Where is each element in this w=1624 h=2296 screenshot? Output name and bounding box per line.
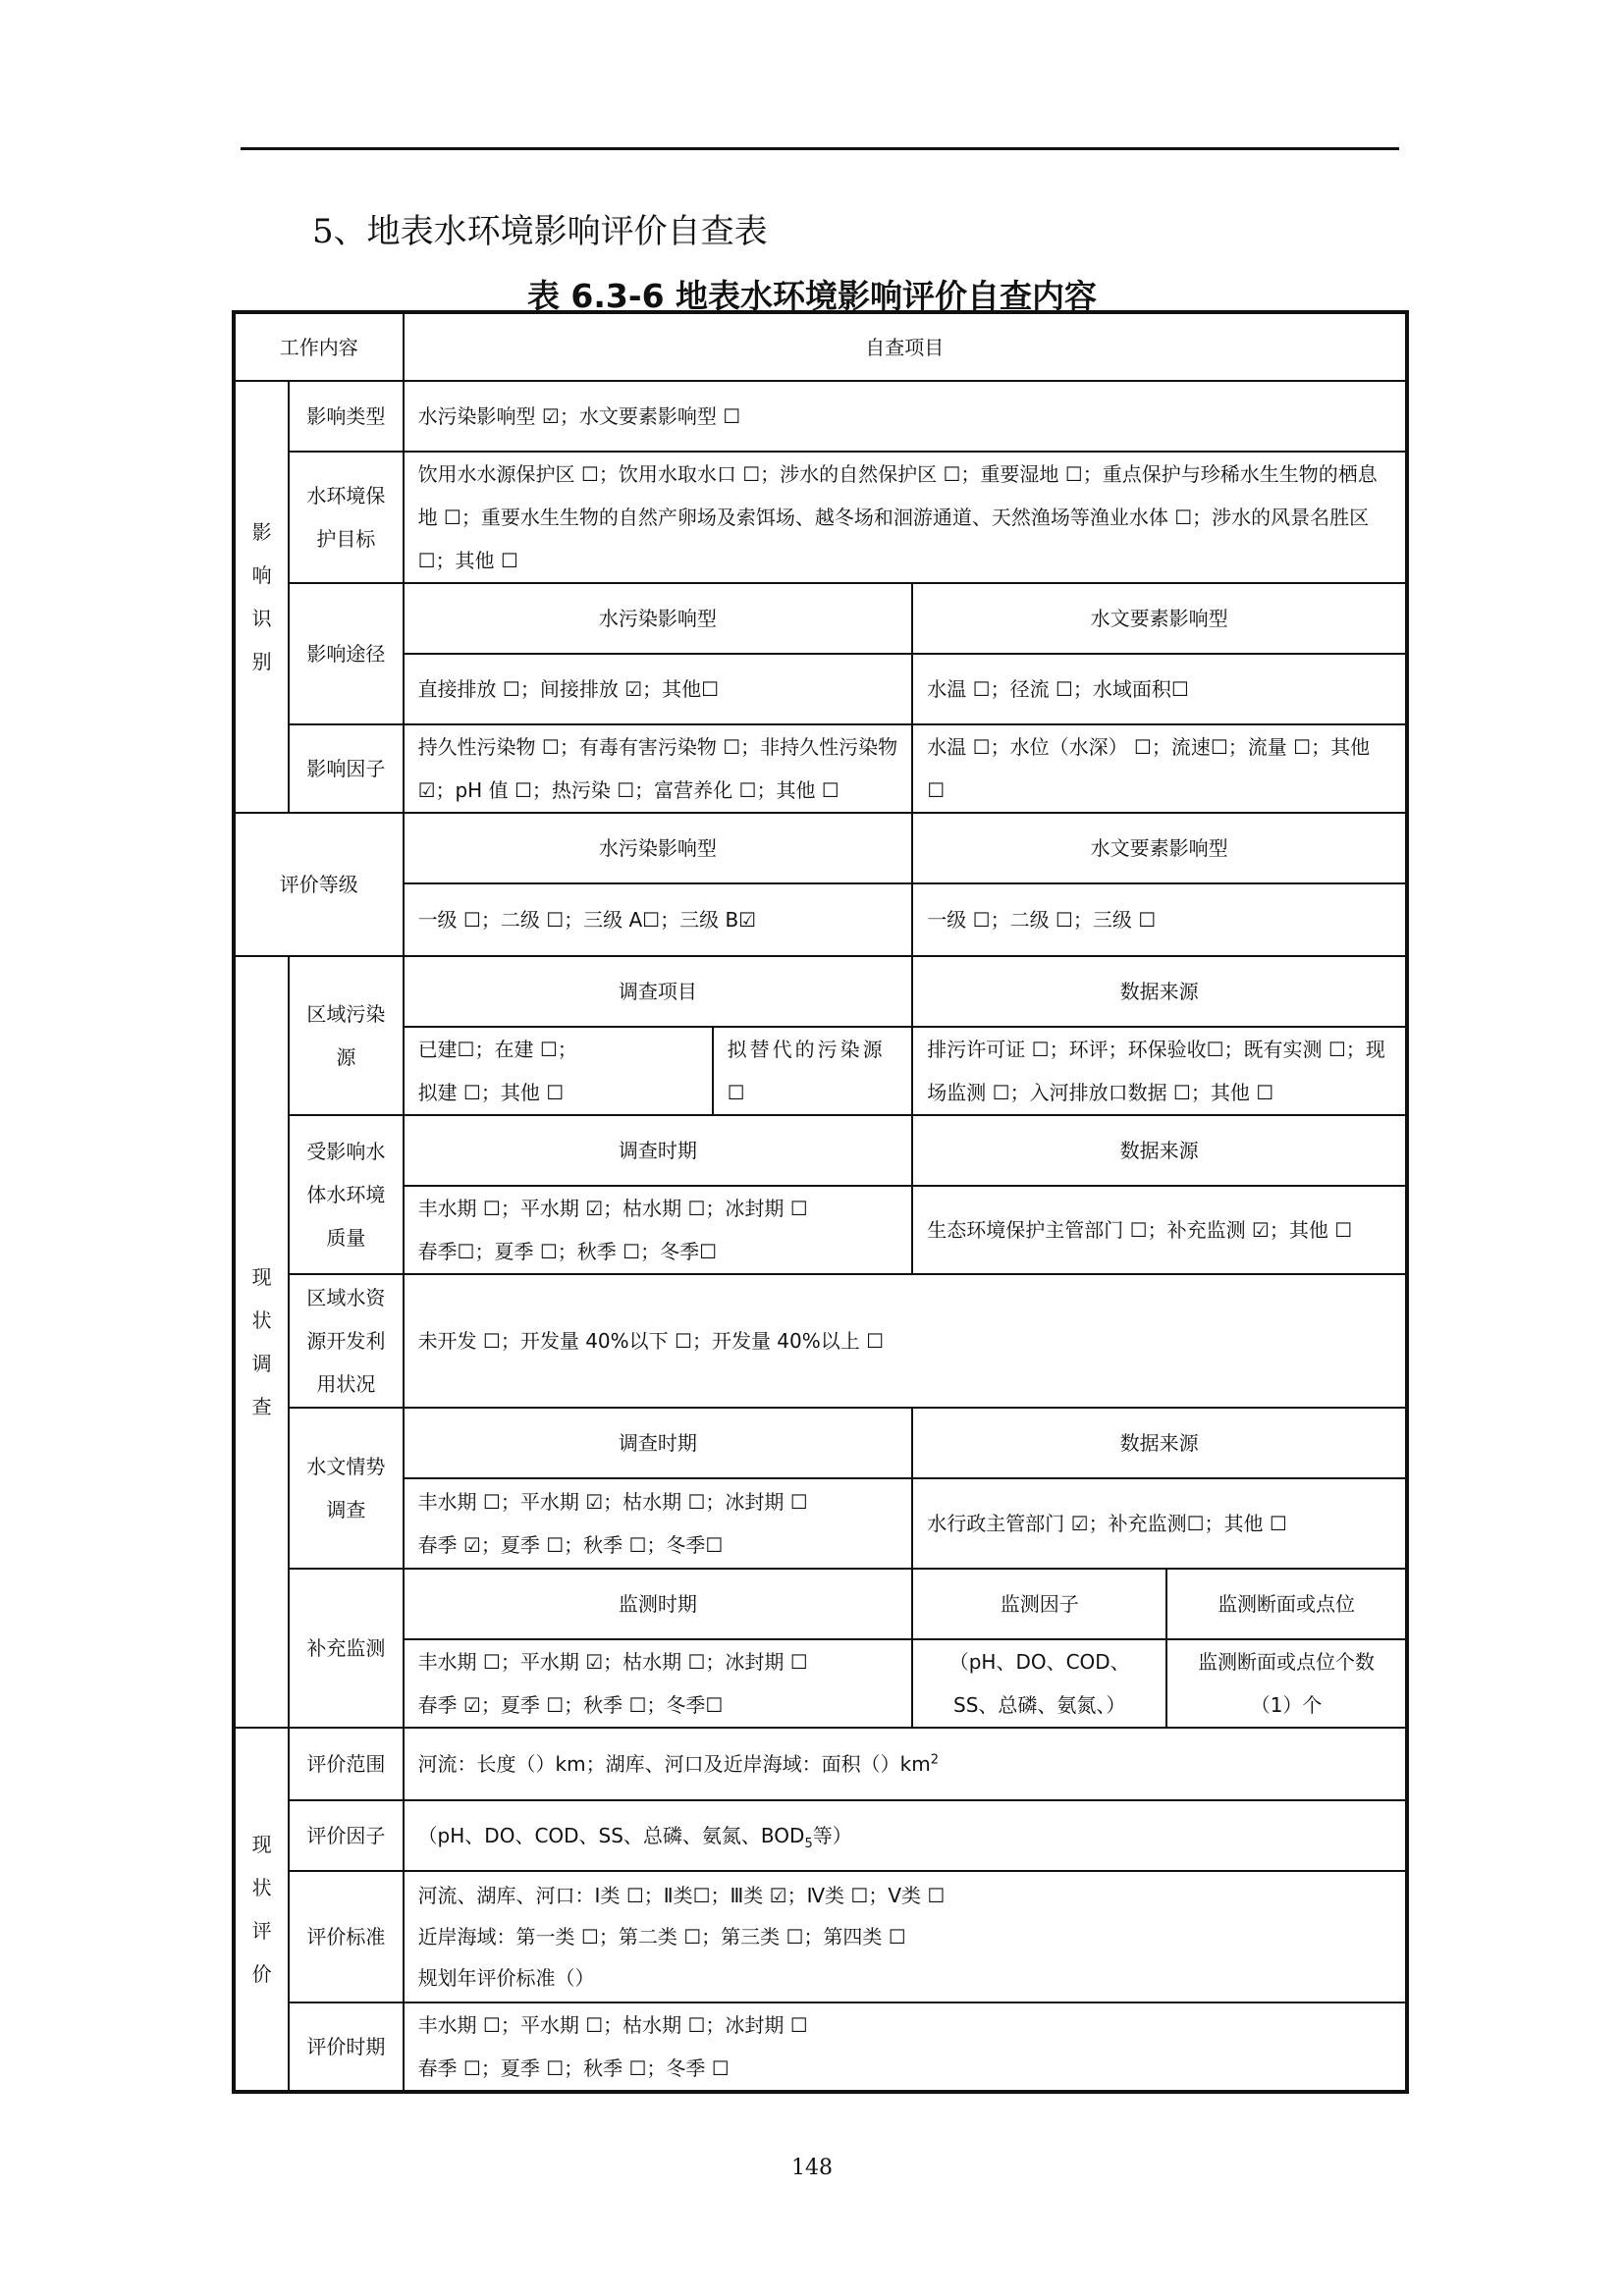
value-grade-hydrology: 一级 ☐；二级 ☐；三级 ☐: [912, 883, 1407, 956]
value-water-resource-development: 未开发 ☐；开发量 40%以下 ☐；开发量 40%以上 ☐: [404, 1274, 1407, 1408]
value-hydro-survey-period: 丰水期 ☐；平水期 ☑；枯水期 ☐；冰封期 ☐ 春季 ☑；夏季 ☐；秋季 ☐；冬季☐: [404, 1478, 913, 1569]
table-row: [234, 583, 1407, 654]
table-row: [234, 813, 1407, 883]
table-row: [234, 883, 1407, 956]
label-supplementary-monitoring: 补充监测: [289, 1569, 403, 1728]
table-row: [234, 1728, 1407, 1800]
header-work-content: 工作内容: [234, 312, 404, 381]
label-evaluation-scope: 评价范围: [289, 1728, 403, 1800]
label-evaluation-factor: 评价因子: [289, 1800, 403, 1871]
monitor-col-period: 监测时期: [404, 1569, 913, 1639]
value-impact-type: 水污染影响型 ☑；水文要素影响型 ☐: [404, 381, 1407, 452]
label-evaluation-grade: 评价等级: [234, 813, 404, 956]
category-current-evaluation: 现 状 评 价: [234, 1728, 289, 2092]
table-row: [234, 1871, 1407, 2002]
regional-col-data-source: 数据来源: [912, 956, 1407, 1027]
path-col-hydrology: 水文要素影响型: [912, 583, 1407, 654]
value-monitor-section: 监测断面或点位个数 （1）个: [1166, 1639, 1407, 1728]
label-impact-factor: 影响因子: [289, 724, 403, 813]
table-row: [234, 1478, 1407, 1569]
value-regional-replace-source: 拟替代的污染源 ☐: [713, 1027, 913, 1115]
table-row: [234, 1115, 1407, 1186]
table-row: [234, 452, 1407, 583]
value-evaluation-factor: [404, 1800, 1407, 1871]
standard-line-1: 河流、湖库、河口：Ⅰ类 ☐；Ⅱ类☐；Ⅲ类 ☑；Ⅳ类 ☐；Ⅴ类 ☐: [417, 1884, 946, 1907]
label-water-protection-target: 水环境保 护目标: [289, 452, 403, 583]
value-quality-survey-period: 丰水期 ☐；平水期 ☑；枯水期 ☐；冰封期 ☐ 春季☐；夏季 ☐；秋季 ☐；冬季☐: [404, 1186, 913, 1274]
label-evaluation-period: 评价时期: [289, 2002, 403, 2092]
value-factor-water-pollution: 持久性污染物 ☐；有毒有害污染物 ☐；非持久性污染物 ☑；pH 值 ☐；热污染 ☐；富营养化 ☐；其他 ☐: [404, 724, 913, 813]
grade-col-hydrology: 水文要素影响型: [912, 813, 1407, 883]
table-row: [234, 1800, 1407, 1871]
value-grade-water-pollution: 一级 ☐；二级 ☐；三级 A☐；三级 B☑: [404, 883, 913, 956]
table-row: [234, 381, 1407, 452]
page-number: 148: [791, 2156, 833, 2180]
label-water-resource-development: 区域水资 源开发利 用状况: [289, 1274, 403, 1408]
table-row: [234, 956, 1407, 1027]
value-quality-data-source: 生态环境保护主管部门 ☐；补充监测 ☑；其他 ☐: [912, 1186, 1407, 1274]
value-factor-hydrology: 水温 ☐；水位（水深） ☐；流速☐；流量 ☐；其他 ☐: [912, 724, 1407, 813]
scope-superscript: 2: [930, 1752, 939, 1768]
table-header-row: [234, 312, 1407, 381]
section-title: 5、地表水环境影响评价自查表: [312, 212, 768, 251]
hydro-col-survey-period: 调查时期: [404, 1408, 913, 1478]
table-row: [234, 1569, 1407, 1639]
value-regional-data-source: 排污许可证 ☐；环评；环保验收☐；既有实测 ☐；现场监测 ☐；入河排放口数据 ☐；其他 ☐: [912, 1027, 1407, 1115]
label-impact-path: 影响途径: [289, 583, 403, 724]
factor-text: （pH、DO、COD、SS、总磷、氨氮、BOD: [417, 1824, 805, 1847]
category-impact-identification: 影 响 识 别: [234, 381, 289, 813]
table-row: [234, 654, 1407, 724]
label-water-quality: 受影响水 体水环境 质量: [289, 1115, 403, 1274]
standard-line-3: 规划年评价标准（）: [417, 1966, 595, 1990]
value-water-protection-target: 饮用水水源保护区 ☐；饮用水取水口 ☐；涉水的自然保护区 ☐；重要湿地 ☐；重点保护与珍稀水生生物的栖息地 ☐；重要水生生物的自然产卵场及索饵场、越冬场和洄游通道、天然渔场等渔业水体 ☐；涉水的风景名胜区 ☐；其他 ☐: [404, 452, 1407, 583]
monitor-col-factor: 监测因子: [912, 1569, 1166, 1639]
value-evaluation-period: 丰水期 ☐；平水期 ☐；枯水期 ☐；冰封期 ☐ 春季 ☐；夏季 ☐；秋季 ☐；冬季 ☐: [404, 2002, 1407, 2092]
path-col-water-pollution: 水污染影响型: [404, 583, 913, 654]
table-row: [234, 1639, 1407, 1728]
regional-col-survey-items: 调查项目: [404, 956, 913, 1027]
value-monitor-factor: （pH、DO、COD、SS、总磷、氨氮、）: [912, 1639, 1166, 1728]
value-path-hydrology: 水温 ☐；径流 ☐；水域面积☐: [912, 654, 1407, 724]
table-row: [234, 2002, 1407, 2092]
table-row: [234, 724, 1407, 813]
standard-line-2: 近岸海域：第一类 ☐；第二类 ☐；第三类 ☐；第四类 ☐: [417, 1925, 906, 1949]
label-hydrology-survey: 水文情势 调查: [289, 1408, 403, 1569]
value-regional-survey-items: 已建☐；在建 ☐； 拟建 ☐；其他 ☐: [404, 1027, 713, 1115]
factor-tail: 等）: [812, 1824, 852, 1847]
category-current-survey: 现 状 调 查: [234, 956, 289, 1728]
value-path-water-pollution: 直接排放 ☐；间接排放 ☑；其他☐: [404, 654, 913, 724]
value-evaluation-standard: [404, 1871, 1407, 2002]
table-row: [234, 1274, 1407, 1408]
table-row: [234, 1027, 1407, 1115]
table-caption: 表 6.3-6 地表水环境影响评价自查内容: [526, 277, 1098, 315]
label-impact-type: 影响类型: [289, 381, 403, 452]
factor-subscript: 5: [804, 1837, 813, 1851]
value-evaluation-scope: [404, 1728, 1407, 1800]
grade-col-water-pollution: 水污染影响型: [404, 813, 913, 883]
quality-col-survey-period: 调查时期: [404, 1115, 913, 1186]
label-regional-pollution-source: 区域污染 源: [289, 956, 403, 1115]
header-self-check-items: 自查项目: [404, 312, 1407, 381]
scope-text: 河流：长度（）km；湖库、河口及近岸海域：面积（）km: [417, 1752, 931, 1776]
table-row: [234, 1408, 1407, 1478]
monitor-col-section: 监测断面或点位: [1166, 1569, 1407, 1639]
value-monitor-period: 丰水期 ☐；平水期 ☑；枯水期 ☐；冰封期 ☐ 春季 ☑；夏季 ☐；秋季 ☐；冬季☐: [404, 1639, 913, 1728]
header-rule: [241, 147, 1399, 150]
hydro-col-data-source: 数据来源: [912, 1408, 1407, 1478]
label-evaluation-standard: 评价标准: [289, 1871, 403, 2002]
quality-col-data-source: 数据来源: [912, 1115, 1407, 1186]
table-row: [234, 1186, 1407, 1274]
self-check-table: [232, 310, 1409, 2094]
value-hydro-data-source: 水行政主管部门 ☑；补充监测☐；其他 ☐: [912, 1478, 1407, 1569]
